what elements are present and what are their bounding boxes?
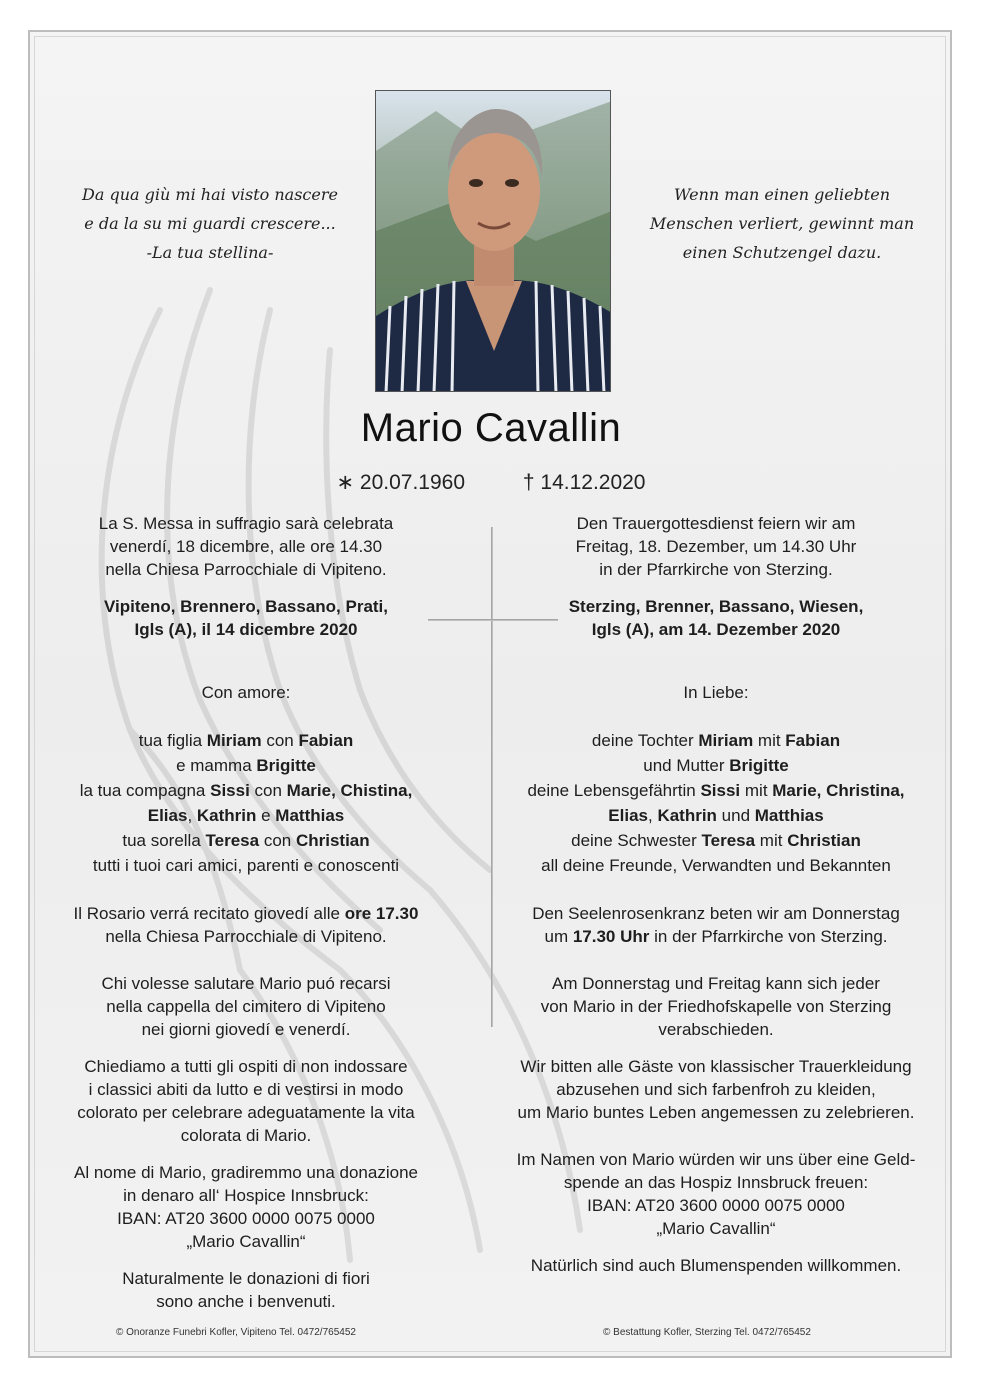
mass-announcement <box>46 512 446 581</box>
text-line: Freitag, 18. Dezember, um 14.30 Uhr <box>575 537 857 556</box>
quote-line: Menschen verliert, gewinnt man <box>649 214 915 233</box>
text-line: nella cappella del cimitero di Vipiteno <box>106 997 386 1016</box>
places-date <box>46 595 446 641</box>
visit-info <box>46 972 446 1041</box>
death-date: † 14.12.2020 <box>522 471 646 494</box>
text-line: colorata di Mario. <box>180 1126 312 1145</box>
donation-info <box>516 1148 916 1240</box>
rosary-info <box>46 902 446 948</box>
text-line: Vipiteno, Brennero, Bassano, Prati, <box>103 597 389 616</box>
family-line: la tua compagna Sissi con Marie, Chistina, <box>79 781 413 800</box>
text-line: „Mario Cavallin“ <box>656 1219 776 1238</box>
quote-line: -La tua stellina- <box>146 243 274 262</box>
text-line: abzusehen und sich farbenfroh zu kleiden, <box>556 1080 876 1099</box>
text-line: nella Chiesa Parrocchiale di Vipiteno. <box>105 560 387 579</box>
text-line: Chiediamo a tutti gli ospiti di non indossare <box>84 1057 408 1076</box>
love-heading: Con amore: <box>201 683 291 702</box>
text-line: Im Namen von Mario würden wir uns über eine Geld- <box>516 1150 916 1169</box>
family-line: und Mutter Brigitte <box>643 756 789 775</box>
flowers-note <box>46 1267 446 1313</box>
family-list <box>46 728 446 878</box>
text-line: Den Trauergottesdienst feiern wir am <box>576 514 856 533</box>
family-line: all deine Freunde, Verwandten und Bekannten <box>541 856 891 875</box>
family-line: deine Lebensgefährtin Sissi mit Marie, Christina, <box>527 781 905 800</box>
family-line: e mamma Brigitte <box>176 756 316 775</box>
life-dates <box>0 470 982 495</box>
quote-italian <box>60 180 360 267</box>
rosary-info <box>516 902 916 948</box>
text-line: nei giorni giovedí e venerdí. <box>141 1020 351 1039</box>
family-line: tua figlia Miriam con Fabian <box>138 731 354 750</box>
footer-funeral-home-de: © Bestattung Kofler, Sterzing Tel. 0472/765452 <box>603 1327 811 1338</box>
text-line: Igls (A), il 14 dicembre 2020 <box>134 620 358 639</box>
text-line: Wir bitten alle Gäste von klassischer Trauerkleidung <box>520 1057 912 1076</box>
text-line: sono anche i benvenuti. <box>156 1292 336 1311</box>
text-line: in denaro all‘ Hospice Innsbruck: <box>123 1186 369 1205</box>
family-line: deine Schwester Teresa mit Christian <box>571 831 861 850</box>
german-column <box>516 512 916 1277</box>
italian-column <box>46 512 446 1313</box>
text-line: um Mario buntes Leben angemessen zu zelebrieren. <box>517 1103 915 1122</box>
text-line: von Mario in der Friedhofskapelle von Sterzing <box>540 997 892 1016</box>
family-line: Elias, Kathrin und Matthias <box>608 806 824 825</box>
text-line: La S. Messa in suffragio sarà celebrata <box>98 514 394 533</box>
footer-funeral-home-it: © Onoranze Funebri Kofler, Vipiteno Tel. 0472/765452 <box>116 1327 356 1338</box>
cross-icon <box>491 527 493 1027</box>
text-line: Il Rosario verrá recitato giovedí alle ore 17.30 <box>73 904 419 923</box>
text-line: spende an das Hospiz Innsbruck freuen: <box>563 1173 869 1192</box>
text-line: Al nome di Mario, gradiremmo una donazione <box>74 1163 418 1182</box>
text-line: in der Pfarrkirche von Sterzing. <box>599 560 833 579</box>
places-date <box>516 595 916 641</box>
quote-line: Da qua giù mi hai visto nascere <box>82 185 338 204</box>
text-line: venerdí, 18 dicembre, alle ore 14.30 <box>109 537 383 556</box>
family-line: deine Tochter Miriam mit Fabian <box>591 731 841 750</box>
family-line: tutti i tuoi cari amici, parenti e conoscenti <box>92 856 400 875</box>
flowers-note <box>516 1254 916 1277</box>
text-line: nella Chiesa Parrocchiale di Vipiteno. <box>105 927 387 946</box>
donation-info <box>46 1161 446 1253</box>
text-line: um 17.30 Uhr in der Pfarrkirche von Sterzing. <box>544 927 888 946</box>
dress-request <box>46 1055 446 1147</box>
text-line: verabschieden. <box>658 1020 774 1039</box>
portrait-photo <box>375 90 611 392</box>
quote-line: e da la su mi guardi crescere... <box>84 214 336 233</box>
text-line: Naturalmente le donazioni di fiori <box>122 1269 370 1288</box>
text-line: „Mario Cavallin“ <box>186 1232 306 1251</box>
family-line: Elias, Kathrin e Matthias <box>147 806 345 825</box>
visit-info <box>516 972 916 1041</box>
quote-line: einen Schutzengel dazu. <box>682 243 882 262</box>
dress-request <box>516 1055 916 1124</box>
deceased-name: Mario Cavallin <box>360 406 622 450</box>
quote-line: Wenn man einen geliebten <box>673 185 890 204</box>
text-line: IBAN: AT20 3600 0000 0075 0000 <box>117 1209 375 1228</box>
text-line: Chi volesse salutare Mario puó recarsi <box>101 974 391 993</box>
mass-announcement <box>516 512 916 581</box>
text-line: Natürlich sind auch Blumenspenden willkommen. <box>530 1256 902 1275</box>
text-line: Den Seelenrosenkranz beten wir am Donnerstag <box>532 904 900 923</box>
family-list <box>516 728 916 878</box>
love-heading: In Liebe: <box>683 683 749 702</box>
family-line: tua sorella Teresa con Christian <box>122 831 370 850</box>
text-line: Igls (A), am 14. Dezember 2020 <box>591 620 841 639</box>
text-line: IBAN: AT20 3600 0000 0075 0000 <box>587 1196 845 1215</box>
text-line: i classici abiti da lutto e di vestirsi in modo <box>88 1080 404 1099</box>
text-line: Sterzing, Brenner, Bassano, Wiesen, <box>568 597 864 616</box>
quote-german <box>632 180 932 267</box>
text-line: Am Donnerstag und Freitag kann sich jeder <box>552 974 880 993</box>
birth-date: ∗ 20.07.1960 <box>336 471 466 494</box>
portrait-image-icon <box>376 91 611 392</box>
text-line: colorato per celebrare adeguatamente la vita <box>77 1103 415 1122</box>
